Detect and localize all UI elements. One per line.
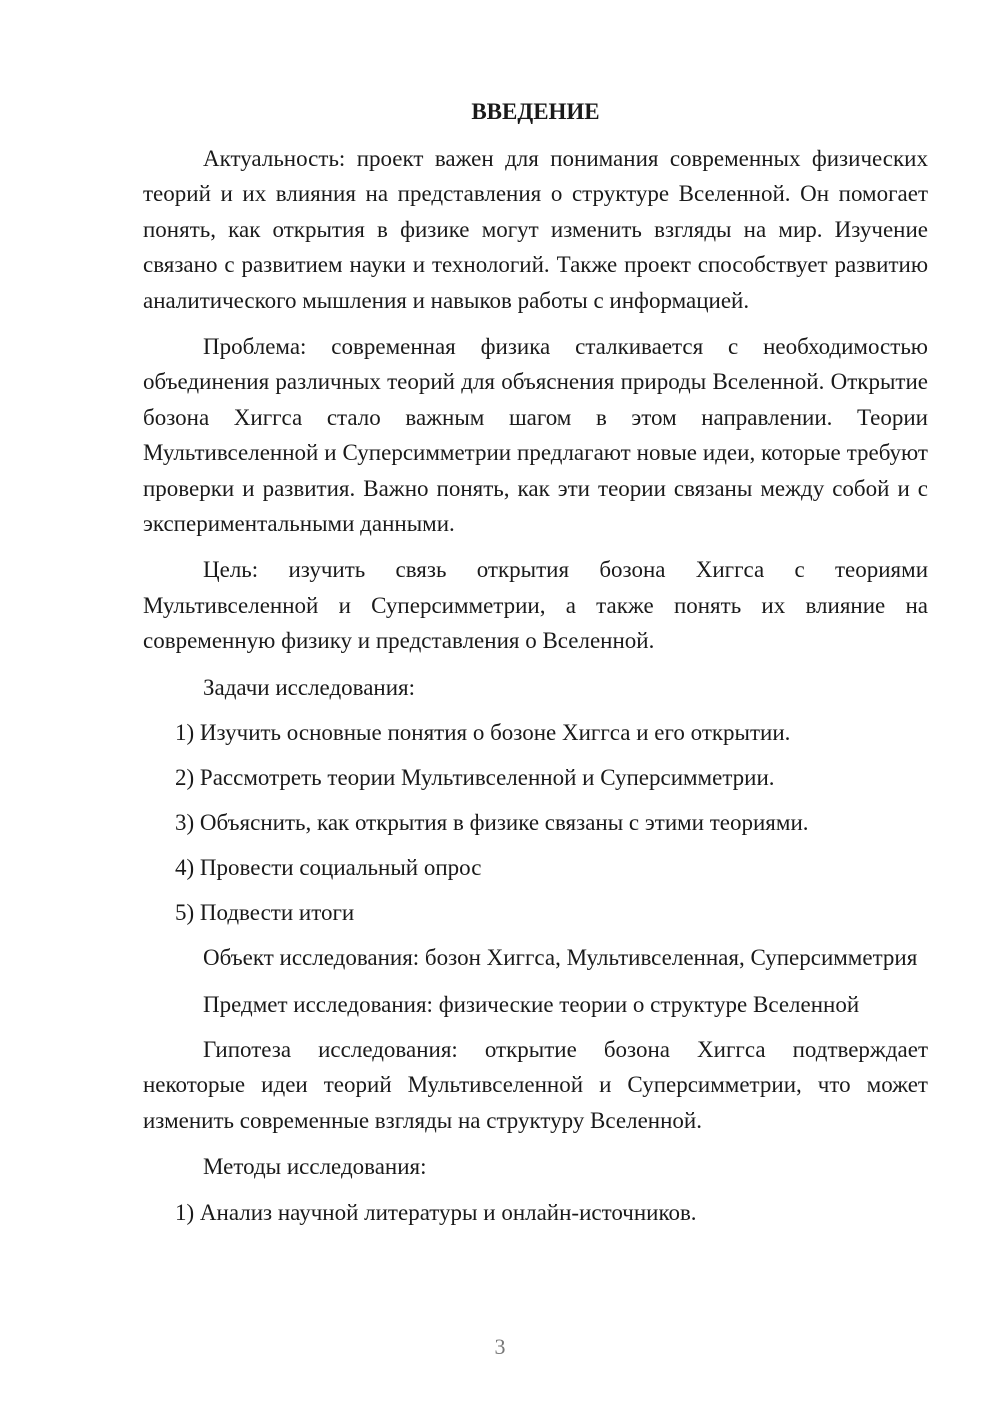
- problem-paragraph: Проблема: современная физика сталкивается с необходимостью объединения различных теорий для объяснения природы Вселенной. Открытие бозона Хиггса стало важным шагом в этом направлении. Теории Мультивселенной и Суперсимметрии предлагают новые идеи, которые требуют проверки и развития. Важно понять, как эти теории связаны между собой и с экспериментальными данными.: [143, 334, 928, 537]
- object-paragraph: Объект исследования: бозон Хиггса, Мультивселенная, Суперсимметрия: [203, 945, 918, 971]
- task-item: 5) Подвести итоги: [175, 900, 355, 926]
- page-content: [143, 96, 928, 1240]
- relevance-paragraph: Актуальность: проект важен для понимания современных физических теорий и их влияния на представления о структуре Вселенной. Он помогает понять, как открытия в физике могут изменить взгляды на мир. Изучение связано с развитием науки и технологий. Также проект способствует развитию аналитического мышления и навыков работы с информацией.: [143, 146, 928, 313]
- subject-paragraph: Предмет исследования: физические теории о структуре Вселенной: [203, 991, 860, 1017]
- hypothesis-paragraph: Гипотеза исследования: открытие бозона Хиггса подтверждает некоторые идеи теорий Мультивселенной и Суперсимметрии, что может изменить современные взгляды на структуру Вселенной.: [143, 1036, 928, 1133]
- methods-heading: Методы исследования:: [203, 1154, 427, 1180]
- task-item: 3) Объяснить, как открытия в физике связаны с этими теориями.: [175, 810, 809, 836]
- section-title: ВВЕДЕНИЕ: [471, 99, 600, 124]
- page-number: 3: [494, 1334, 506, 1359]
- goal-paragraph: Цель: изучить связь открытия бозона Хиггса с теориями Мультивселенной и Суперсимметрии, а также понять их влияние на современную физику и представления о Вселенной.: [143, 557, 928, 654]
- task-item: 4) Провести социальный опрос: [175, 855, 482, 881]
- task-item: 1) Изучить основные понятия о бозоне Хиггса и его открытии.: [175, 720, 791, 746]
- tasks-heading: Задачи исследования:: [203, 674, 416, 700]
- method-item: 1) Анализ научной литературы и онлайн-источников.: [175, 1199, 697, 1225]
- task-item: 2) Рассмотреть теории Мультивселенной и Суперсимметрии.: [175, 765, 775, 791]
